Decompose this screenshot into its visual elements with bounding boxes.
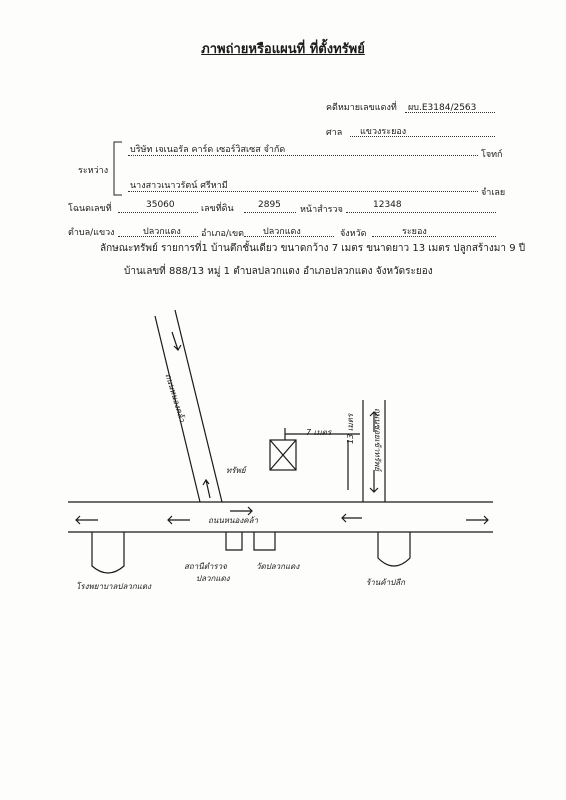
soi-label: ถนนซอยเข้าทรัพย์ [373, 408, 382, 471]
right-landmark-label: ร้านค้าปลีก [366, 578, 405, 587]
defendant-role: จำเลย [481, 188, 506, 198]
deed-label: โฉนดเลขที่ [68, 204, 112, 214]
district-value: ปลวกแดง [263, 227, 301, 237]
left-landmark-label: โรงพยาบาลปลวกแดง [76, 582, 151, 591]
province-label: จังหวัด [340, 229, 367, 239]
subdistrict-label: ตำบล/แขวง [68, 228, 115, 238]
police-landmark-label-2: ปลวกแดง [196, 574, 230, 583]
defendant-name: นางสาวเนาวรัตน์ ศรีหามี [130, 181, 228, 191]
length-note: 13 เมตร [346, 413, 355, 444]
side-road-label: ถนนหนองคล้า [163, 372, 187, 424]
land-label: เลขที่ดิน [201, 204, 234, 214]
width-note: 7 เมตร [306, 428, 332, 437]
description-line-1: ลักษณะทรัพย์ รายการที่1 บ้านตึกชั้นเดียว ขนาดกว้าง 7 เมตร ขนาดยาว 13 เมตร ปลูกสร้างมา 9 ปี [100, 243, 526, 254]
deed-number: 35060 [146, 200, 175, 210]
shop-landmark [378, 532, 410, 566]
province-value: ระยอง [402, 227, 427, 237]
between-label: ระหว่าง [78, 166, 109, 176]
police-landmark [226, 532, 242, 550]
court-label: ศาล [326, 128, 343, 138]
page-title: ภาพถ่ายหรือแผนที่ ที่ตั้งทรัพย์ [201, 42, 365, 57]
plaintiff-role: โจทก์ [481, 150, 503, 160]
main-road-label: ถนนหนองคล้า [208, 516, 258, 525]
survey-label: หน้าสำรวจ [300, 205, 343, 215]
land-number: 2895 [258, 200, 281, 210]
district-label: อำเภอ/เขต [201, 229, 244, 239]
subdistrict-value: ปลวกแดง [143, 227, 181, 237]
survey-number: 12348 [373, 200, 402, 210]
plaintiff-name: บริษัท เจเนอรัล คาร์ด เซอร์วิสเซส จำกัด [130, 145, 286, 155]
hospital-landmark [92, 532, 124, 573]
property-mark: ทรัพย์ [226, 466, 246, 475]
case-number-label: คดีหมายเลขแดงที่ [326, 103, 397, 113]
temple-landmark [254, 532, 275, 550]
court-value: แขวงระยอง [360, 127, 407, 137]
case-number-value: ผบ.E3184/2563 [408, 103, 477, 113]
description-line-2: บ้านเลขที่ 888/13 หมู่ 1 ตำบลปลวกแดง อำเภอปลวกแดง จังหวัดระยอง [124, 266, 433, 277]
temple-landmark-label: วัดปลวกแดง [256, 562, 300, 571]
police-landmark-label: สถานีตำรวจ [184, 562, 227, 571]
